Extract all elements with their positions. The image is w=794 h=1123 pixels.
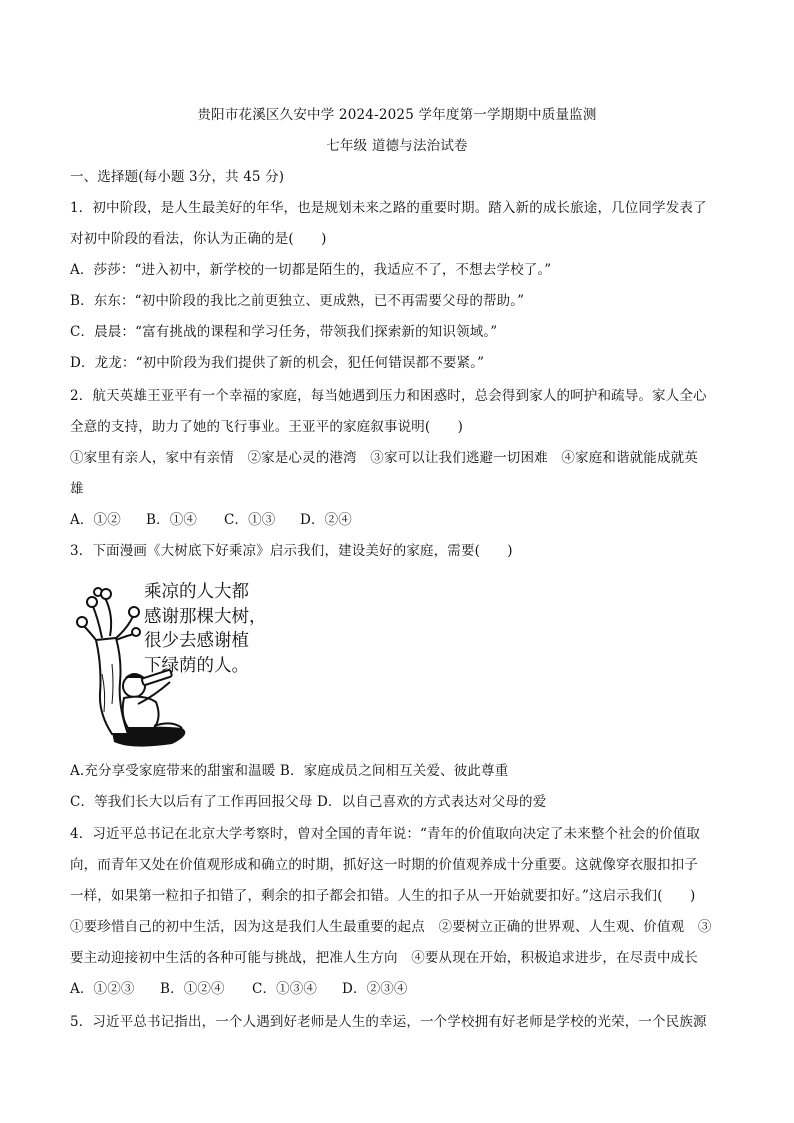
- q1-stem-line1: 1．初中阶段，是人生最美好的年华，也是规划未来之路的重要时期。踏入新的成长旅途，几位同学发表了: [70, 200, 707, 216]
- exam-title: 贵阳市花溪区久安中学 2024-2025 学年度第一学期期中质量监测: [197, 107, 597, 123]
- cartoon-caption: [144, 580, 284, 678]
- q4-stem-line1: 4．习近平总书记在北京大学考察时，曾对全国的青年说：“青年的价值取向决定了未来整个社会的价值取: [70, 826, 701, 842]
- q4-option-b: B．①②④: [160, 981, 225, 997]
- q1-option-b: B．东东：“初中阶段的我比之前更独立、更成熟，已不再需要父母的帮助。”: [70, 293, 525, 309]
- q2-option-a: A．①②: [70, 512, 121, 528]
- q4-option-d: D．②③④: [342, 981, 408, 997]
- q1-option-c: C．晨晨：“富有挑战的课程和学习任务，带领我们探索新的知识领域。”: [70, 324, 498, 340]
- q3-options-cd: C．等我们长大以后有了工作再回报父母 D．以自己喜欢的方式表达对父母的爱: [70, 794, 547, 810]
- cartoon-caption-line: 感谢那棵大树，: [144, 606, 267, 627]
- q2-stem-line2: 全意的支持，助力了她的飞行事业。王亚平的家庭叙事说明( ): [70, 419, 464, 435]
- q1-option-d: D．龙龙：“初中阶段为我们提供了新的机会，犯任何错误都不要紧。”: [70, 355, 485, 371]
- cartoon-caption-line: 很少去感谢植: [144, 631, 249, 651]
- q2-items-line2: 雄: [70, 481, 84, 497]
- q2-stem-line1: 2．航天英雄王亚平有一个幸福的家庭，每当她遇到压力和困惑时，总会得到家人的呵护和疏导。家人全心: [70, 388, 707, 404]
- q4-items-line1: ①要珍惜自己的初中生活，因为这是我们人生最重要的起点 ②要树立正确的世界观、人生观、价值观 ③: [70, 919, 712, 935]
- q2-items-line1: ①家里有亲人，家中有亲情 ②家是心灵的港湾 ③家可以让我们逃避一切困难 ④家庭和谐就能成就英: [70, 450, 698, 466]
- exam-subtitle: 七年级 道德与法治试卷: [326, 138, 468, 154]
- q2-option-c: C．①③: [224, 512, 276, 528]
- q4-option-c: C．①③④: [252, 981, 318, 997]
- q1-option-a: A．莎莎：“进入初中，新学校的一切都是陌生的，我适应不了，不想去学校了。”: [70, 262, 552, 278]
- section-heading: 一、选择题(每小题 3分，共 45 分): [70, 169, 285, 185]
- q4-stem-line3: 一样，如果第一粒扣子扣错了，剩余的扣子都会扣错。人生的扣子从一开始就要扣好。”这启示我们( ): [70, 888, 696, 904]
- cartoon-caption-line: 下绿荫的人。: [144, 655, 249, 676]
- q3-options-ab: A.充分享受家庭带来的甜蜜和温暖 B．家庭成员之间相互关爱、彼此尊重: [70, 763, 509, 779]
- q4-items-line2: 要主动迎接初中生活的各种可能与挑战，把准人生方向 ④要从现在开始，积极追求进步，在尽责中成长: [70, 950, 698, 966]
- q1-stem-line2: 对初中阶段的看法，你认为正确的是( ): [70, 231, 327, 247]
- q4-option-a: A．①②③: [70, 981, 135, 997]
- q5-stem-line1: 5．习近平总书记指出，一个人遇到好老师是人生的幸运，一个学校拥有好老师是学校的光荣，一个民族源: [70, 1014, 707, 1030]
- q2-options: [70, 508, 730, 528]
- q4-options: [70, 977, 730, 997]
- q2-option-d: D．②④: [300, 512, 352, 528]
- q4-stem-line2: 向，而青年又处在价值观形成和确立的时期，抓好这一时期的价值观养成十分重要。这就像穿衣服扣扣子: [70, 857, 698, 873]
- cartoon-caption-line: 乘凉的人大都: [144, 582, 249, 602]
- q2-option-b: B．①④: [146, 512, 198, 528]
- q3-stem: 3．下面漫画《大树底下好乘凉》启示我们，建设美好的家庭，需要( ): [70, 543, 513, 559]
